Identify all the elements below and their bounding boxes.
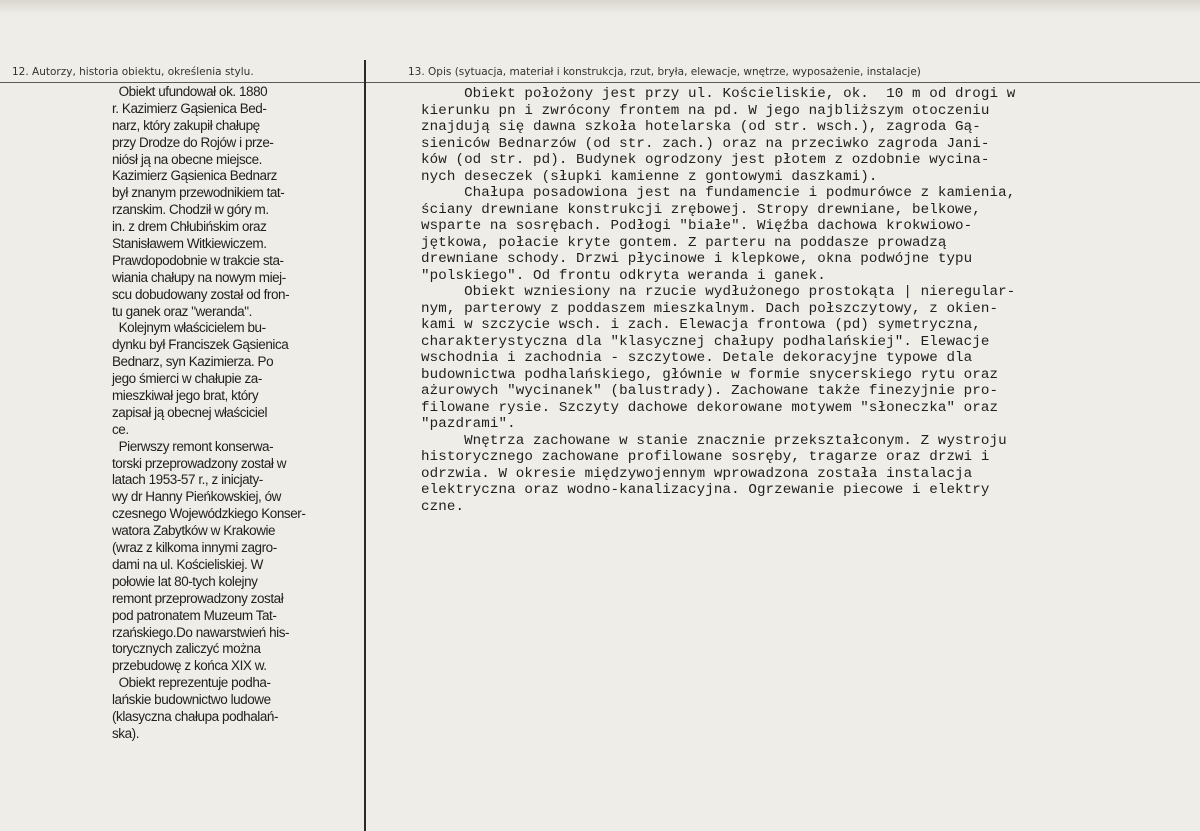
description-text-line: sieniców Bednarzów (od str. zach.) oraz na przeciwko zagroda Jani- (421, 135, 990, 152)
description-text-line: elektryczna oraz wodno-kanalizacyjna. Ogrzewanie piecowe i elektry (421, 482, 990, 498)
history-text-line: dami na ul. Kościeliskiej. W (112, 556, 263, 572)
description-text-line: "polskiego". Od frontu odkryta weranda i ganek. (421, 267, 826, 284)
history-text-line: ska). (112, 725, 140, 741)
history-text-column (112, 84, 366, 743)
description-text-column (421, 86, 1191, 515)
history-text-line: lańskie budownictwo ludowe (112, 692, 271, 708)
description-text-line: Obiekt wzniesiony na rzucie wydłużonego prostokąta | nieregular- (421, 284, 1016, 300)
description-text-line: Obiekt położony jest przy ul. Kościeliskie, ok. 10 m od drogi w (421, 86, 1016, 102)
history-text-line: połowie lat 80-tych kolejny (112, 573, 258, 589)
section-12-header: 12. Autorzy, historia obiektu, określenia stylu. (12, 66, 254, 78)
history-text-line: zapisał ją obecnej właściciel (112, 404, 268, 420)
history-text-line: tu ganek oraz "weranda". (112, 303, 252, 319)
description-text-line: ściany drewniane konstrukcji zrębowej. Stropy drewniane, belkowe, (421, 201, 981, 218)
history-text-line: Obiekt reprezentuje podha- (112, 675, 271, 691)
history-text-line: latach 1953-57 r., z inicjaty- (112, 472, 263, 488)
description-text-line: budownictwa podhalańskiego, głównie w formie snycerskiego rytu oraz (421, 366, 999, 383)
history-text-line: mieszkiwał jego brat, który (112, 388, 259, 404)
history-text-line: narz, który zakupił chałupę (112, 117, 260, 133)
paper-top-edge (0, 0, 1200, 14)
description-text-line: Chałupa posadowiona jest na fundamencie i podmurówce z kamienia, (421, 185, 1016, 201)
history-text-line: torski przeprowadzony został w (112, 455, 287, 471)
description-text-line: nych deseczek (słupki kamienne z gontowymi daszkami). (421, 168, 878, 185)
description-text-line: wsparte na sosrębach. Podłogi "białe". Więźba dachowa krokwiowo- (421, 218, 973, 234)
history-text-line: dynku był Franciszek Gąsienica (112, 337, 289, 353)
history-text-line: watora Zabytków w Krakowie (112, 523, 276, 539)
description-text-line: jętkowa, połacie kryte gontem. Z parteru na poddasze prowadzą (421, 234, 947, 251)
history-text-line: przy Drodze do Rojów i prze- (112, 134, 274, 150)
description-text-line: ażurowych "wycinanek" (balustrady). Zachowane także finezyjnie pro- (421, 383, 999, 399)
history-text-line: scu dobudowany został od fron- (112, 286, 290, 302)
description-text-line: ków (od str. pd). Budynek ogrodzony jest płotem z ozdobnie wycina- (421, 152, 990, 168)
description-text-line: kami w szczycie wsch. i zach. Elewacja frontowa (pd) symetryczna, (421, 317, 981, 333)
description-text-line: czne. (421, 498, 465, 515)
history-text-line: (wraz z kilkoma innymi zagro- (112, 540, 277, 556)
history-text-line: pod patronatem Muzeum Tat- (112, 607, 277, 623)
section-13-header: 13. Opis (sytuacja, materiał i konstrukcja, rzut, bryła, elewacje, wnętrze, wyposażenie, instalacje) (408, 66, 921, 78)
history-text-line: przebudowę z końca XIX w. (112, 658, 267, 674)
history-text-line: Stanisławem Witkiewiczem. (112, 236, 267, 252)
description-text-line: wschodnia i zachodnia - szczytowe. Detale dekoracyjne typowe dla (421, 350, 973, 366)
description-text-line: odrzwia. W okresie międzywojennym wprowadzona została instalacja (421, 465, 973, 482)
history-text-line: Kazimierz Gąsienica Bednarz (112, 168, 277, 184)
history-text-line: remont przeprowadzony został (112, 590, 284, 606)
history-text-line: rzanskim. Chodził w góry m. (112, 202, 269, 218)
history-text-line: Bednarz, syn Kazimierza. Po (112, 354, 274, 370)
description-text-line: drewniane schody. Drzwi płycinowe i klepkowe, okna podwójne typu (421, 251, 973, 267)
description-text-line: filowane rysie. Szczyty dachowe dekorowane motywem "słoneczka" oraz (421, 399, 999, 416)
history-text-line: Kolejnym właścicielem bu- (112, 320, 266, 336)
history-text-line: torycznych zaliczyć można (112, 641, 261, 657)
history-text-line: in. z drem Chłubińskim oraz (112, 219, 267, 235)
header-rule (0, 82, 1200, 83)
description-text-line: nym, parterowy z poddaszem mieszkalnym. Dach połszczytowy, z okien- (421, 300, 999, 317)
description-text-line: historycznego zachowane profilowane sosręby, tragarze oraz drzwi i (421, 449, 990, 465)
history-text-line: ce. (112, 421, 129, 437)
history-text-line: Prawdopodobnie w trakcie sta- (112, 252, 284, 268)
history-text-line: jego śmierci w chałupie za- (112, 371, 262, 387)
history-text-line: niósł ją na obecne miejsce. (112, 151, 262, 167)
history-text-line: wiania chałupy na nowym miej- (112, 269, 286, 285)
history-text-line: rzańskiego.Do nawarstwień his- (112, 624, 290, 640)
description-text-line: znajdują się dawna szkoła hotelarska (od str. wsch.), zagroda Gą- (421, 119, 981, 135)
history-text-line: (klasyczna chałupa podhalań- (112, 708, 279, 724)
description-text-line: Wnętrza zachowane w stanie znacznie przekształconym. Z wystroju (421, 432, 1007, 449)
description-text-line: charakterystyczna dla "klasycznej chałupy podhalańskiej". Elewacje (421, 333, 990, 350)
history-text-line: czesnego Wojewódzkiego Konser- (112, 506, 306, 522)
history-text-line: r. Kazimierz Gąsienica Bed- (112, 100, 267, 116)
history-text-line: był znanym przewodnikiem tat- (112, 185, 285, 201)
history-text-line: Obiekt ufundował ok. 1880 (112, 84, 268, 99)
history-text-line: Pierwszy remont konserwa- (112, 438, 274, 454)
history-text-line: wy dr Hanny Pieńkowskiej, ów (112, 489, 281, 505)
description-text-line: "pazdrami". (421, 416, 516, 432)
description-text-line: kierunku pn i zwrócony frontem na pd. W jego najbliższym otoczeniu (421, 102, 990, 119)
